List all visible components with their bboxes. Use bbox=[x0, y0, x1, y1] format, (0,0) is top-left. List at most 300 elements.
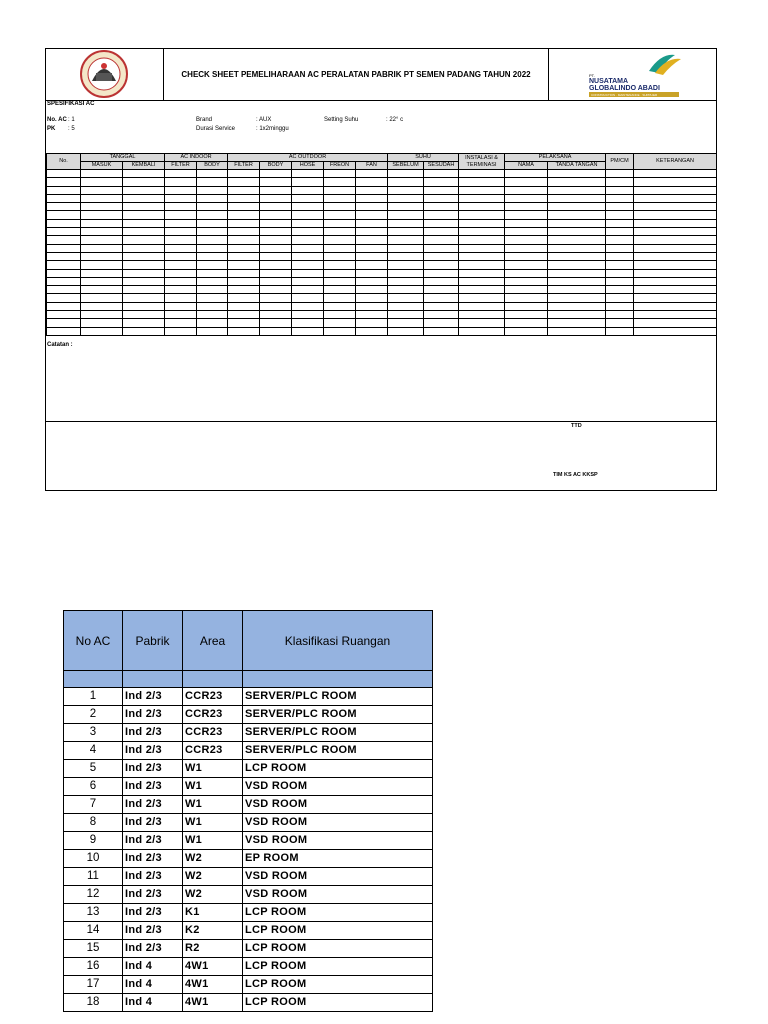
grid-cell bbox=[388, 203, 424, 211]
grid-row bbox=[47, 294, 717, 302]
grid-cell bbox=[505, 236, 548, 244]
grid-cell bbox=[324, 327, 356, 335]
grid-cell bbox=[459, 170, 505, 178]
grid-cell bbox=[165, 252, 197, 260]
grid-cell bbox=[292, 228, 324, 236]
grid-cell bbox=[548, 186, 606, 194]
grid-cell bbox=[123, 211, 165, 219]
cell-pabrik: Ind 2/3 bbox=[123, 724, 183, 742]
grid-cell bbox=[292, 252, 324, 260]
grid-cell bbox=[292, 319, 324, 327]
grid-cell bbox=[260, 211, 292, 219]
grid-cell bbox=[228, 244, 260, 252]
grid-row bbox=[47, 228, 717, 236]
grid-cell bbox=[123, 286, 165, 294]
grid-cell bbox=[292, 236, 324, 244]
grid-cell bbox=[197, 228, 228, 236]
grid-cell bbox=[356, 170, 388, 178]
grid-cell bbox=[424, 319, 459, 327]
grid-cell bbox=[424, 186, 459, 194]
spec-durasi: Durasi Service bbox=[196, 126, 236, 132]
grid-cell bbox=[81, 302, 123, 310]
grid-cell bbox=[260, 203, 292, 211]
cell-pabrik: Ind 2/3 bbox=[123, 922, 183, 940]
spec-pk: PK bbox=[47, 126, 56, 132]
grid-cell bbox=[606, 252, 634, 260]
grid-cell bbox=[123, 178, 165, 186]
grid-cell bbox=[388, 244, 424, 252]
table-row bbox=[64, 850, 433, 868]
cell-no-ac: 1 bbox=[64, 688, 123, 706]
grid-cell bbox=[260, 244, 292, 252]
grid-cell bbox=[356, 178, 388, 186]
grid-cell bbox=[123, 203, 165, 211]
grid-cell bbox=[197, 319, 228, 327]
grid-cell bbox=[324, 311, 356, 319]
table-row bbox=[64, 706, 433, 724]
grid-cell bbox=[548, 302, 606, 310]
col-nama: NAMA bbox=[505, 162, 548, 170]
grid-row bbox=[47, 178, 717, 186]
cell-pabrik: Ind 2/3 bbox=[123, 886, 183, 904]
table-row bbox=[64, 724, 433, 742]
cell-area: 4W1 bbox=[183, 994, 243, 1012]
grid-cell bbox=[459, 236, 505, 244]
cell-area: W2 bbox=[183, 886, 243, 904]
grid-cell bbox=[47, 186, 81, 194]
table-row bbox=[64, 904, 433, 922]
cell-pabrik: Ind 4 bbox=[123, 994, 183, 1012]
grid-cell bbox=[165, 327, 197, 335]
cell-no-ac: 2 bbox=[64, 706, 123, 724]
grid-cell bbox=[81, 203, 123, 211]
col-indoor-body: BODY bbox=[197, 162, 228, 170]
ttd-label: TTD bbox=[571, 423, 582, 429]
grid-cell bbox=[424, 236, 459, 244]
grid-cell bbox=[228, 178, 260, 186]
grid-cell bbox=[548, 319, 606, 327]
col-pmcm: PM/CM bbox=[606, 154, 634, 170]
grid-cell bbox=[424, 277, 459, 285]
nusatama-logo bbox=[549, 49, 716, 100]
cell-no-ac: 17 bbox=[64, 976, 123, 994]
grid-cell bbox=[292, 277, 324, 285]
grid-cell bbox=[292, 170, 324, 178]
col-hose: HOSE bbox=[292, 162, 324, 170]
cell-klasifikasi: VSD ROOM bbox=[243, 886, 433, 904]
grid-cell bbox=[324, 319, 356, 327]
col-fan: FAN bbox=[356, 162, 388, 170]
col-pelaksana: PELAKSANA bbox=[505, 154, 606, 162]
spec-pk-value: : 5 bbox=[68, 126, 75, 132]
grid-cell bbox=[388, 286, 424, 294]
grid-row bbox=[47, 327, 717, 335]
grid-cell bbox=[459, 244, 505, 252]
grid-cell bbox=[388, 170, 424, 178]
grid-cell bbox=[123, 311, 165, 319]
table-row bbox=[64, 688, 433, 706]
cell-area: W1 bbox=[183, 814, 243, 832]
grid-cell bbox=[47, 211, 81, 219]
grid-cell bbox=[260, 327, 292, 335]
grid-cell bbox=[548, 228, 606, 236]
cell-klasifikasi: SERVER/PLC ROOM bbox=[243, 742, 433, 760]
cell-klasifikasi: LCP ROOM bbox=[243, 904, 433, 922]
grid-cell bbox=[81, 186, 123, 194]
grid-cell bbox=[388, 261, 424, 269]
cell-pabrik: Ind 2/3 bbox=[123, 868, 183, 886]
grid-cell bbox=[459, 269, 505, 277]
grid-cell bbox=[634, 170, 717, 178]
cell-area: K1 bbox=[183, 904, 243, 922]
col-keterangan: KETERANGAN bbox=[634, 154, 717, 170]
spec-brand-value: : AUX bbox=[256, 117, 272, 123]
grid-cell bbox=[356, 186, 388, 194]
grid-cell bbox=[356, 277, 388, 285]
cell-klasifikasi: LCP ROOM bbox=[243, 760, 433, 778]
grid-cell bbox=[47, 236, 81, 244]
grid-row bbox=[47, 286, 717, 294]
table-row bbox=[64, 994, 433, 1012]
grid-cell bbox=[47, 244, 81, 252]
grid-cell bbox=[388, 178, 424, 186]
grid-cell bbox=[388, 211, 424, 219]
grid-cell bbox=[324, 178, 356, 186]
grid-cell bbox=[548, 311, 606, 319]
grid-cell bbox=[548, 269, 606, 277]
grid-cell bbox=[606, 269, 634, 277]
col-sebelum: SEBELUM bbox=[388, 162, 424, 170]
grid-cell bbox=[459, 302, 505, 310]
grid-cell bbox=[165, 277, 197, 285]
grid-cell bbox=[292, 269, 324, 277]
cell-pabrik: Ind 2/3 bbox=[123, 904, 183, 922]
grid-cell bbox=[424, 261, 459, 269]
grid-cell bbox=[634, 319, 717, 327]
grid-cell bbox=[606, 286, 634, 294]
grid-cell bbox=[165, 186, 197, 194]
grid-cell bbox=[324, 211, 356, 219]
grid-cell bbox=[165, 261, 197, 269]
grid-cell bbox=[459, 294, 505, 302]
grid-cell bbox=[123, 170, 165, 178]
grid-cell bbox=[228, 311, 260, 319]
grid-cell bbox=[292, 219, 324, 227]
svg-text:GLOBALINDO ABADI: GLOBALINDO ABADI bbox=[589, 85, 660, 92]
semen-padang-logo bbox=[46, 49, 164, 100]
grid-cell bbox=[197, 294, 228, 302]
cell-no-ac: 11 bbox=[64, 868, 123, 886]
grid-cell bbox=[292, 194, 324, 202]
spec-no-ac: No. AC bbox=[47, 117, 67, 123]
grid-cell bbox=[459, 252, 505, 260]
cell-klasifikasi: LCP ROOM bbox=[243, 958, 433, 976]
grid-cell bbox=[606, 244, 634, 252]
grid-cell bbox=[424, 178, 459, 186]
table-row bbox=[64, 886, 433, 904]
team-label: TIM KS AC KKSP bbox=[553, 472, 598, 478]
grid-cell bbox=[197, 244, 228, 252]
grid-cell bbox=[197, 170, 228, 178]
grid-cell bbox=[388, 311, 424, 319]
grid-cell bbox=[260, 294, 292, 302]
table-row bbox=[64, 976, 433, 994]
grid-cell bbox=[228, 203, 260, 211]
spec-no-ac-value: : 1 bbox=[68, 117, 75, 123]
grid-cell bbox=[324, 277, 356, 285]
col-kembali: KEMBALI bbox=[123, 162, 165, 170]
grid-cell bbox=[548, 244, 606, 252]
grid-cell bbox=[356, 236, 388, 244]
cell-area: CCR23 bbox=[183, 724, 243, 742]
grid-cell bbox=[505, 219, 548, 227]
grid-cell bbox=[197, 178, 228, 186]
grid-cell bbox=[324, 170, 356, 178]
svg-text:CONSTRUCTION · MAINTENANCE · S: CONSTRUCTION · MAINTENANCE · SUPPLIER bbox=[591, 93, 658, 97]
grid-cell bbox=[459, 261, 505, 269]
cell-no-ac: 15 bbox=[64, 940, 123, 958]
grid-cell bbox=[81, 311, 123, 319]
grid-cell bbox=[356, 211, 388, 219]
grid-cell bbox=[260, 269, 292, 277]
cell-pabrik: Ind 2/3 bbox=[123, 706, 183, 724]
grid-cell bbox=[165, 244, 197, 252]
grid-cell bbox=[606, 170, 634, 178]
cell-klasifikasi: LCP ROOM bbox=[243, 922, 433, 940]
grid-cell bbox=[388, 327, 424, 335]
grid-cell bbox=[424, 203, 459, 211]
grid-cell bbox=[165, 286, 197, 294]
cell-no-ac: 3 bbox=[64, 724, 123, 742]
grid-cell bbox=[292, 302, 324, 310]
cell-area: CCR23 bbox=[183, 706, 243, 724]
cell-no-ac: 14 bbox=[64, 922, 123, 940]
grid-cell bbox=[634, 311, 717, 319]
spec-suhu: Setting Suhu bbox=[324, 117, 359, 123]
grid-cell bbox=[47, 228, 81, 236]
grid-row bbox=[47, 170, 717, 178]
cell-klasifikasi: VSD ROOM bbox=[243, 778, 433, 796]
grid-cell bbox=[634, 219, 717, 227]
cell-pabrik: Ind 4 bbox=[123, 976, 183, 994]
grid-cell bbox=[606, 178, 634, 186]
spec-brand: Brand bbox=[196, 117, 213, 123]
grid-cell bbox=[197, 211, 228, 219]
table-row bbox=[64, 922, 433, 940]
grid-cell bbox=[228, 277, 260, 285]
grid-cell bbox=[260, 228, 292, 236]
table-row bbox=[64, 742, 433, 760]
cell-pabrik: Ind 2/3 bbox=[123, 850, 183, 868]
grid-cell bbox=[324, 244, 356, 252]
col-tanggal: TANGGAL bbox=[81, 154, 165, 162]
cell-klasifikasi: VSD ROOM bbox=[243, 832, 433, 850]
cell-area: W1 bbox=[183, 778, 243, 796]
grid-cell bbox=[356, 252, 388, 260]
grid-cell bbox=[634, 286, 717, 294]
grid-cell bbox=[505, 244, 548, 252]
grid-cell bbox=[324, 302, 356, 310]
grid-cell bbox=[505, 311, 548, 319]
cell-area: W1 bbox=[183, 832, 243, 850]
grid-cell bbox=[228, 236, 260, 244]
grid-cell bbox=[388, 236, 424, 244]
grid-cell bbox=[505, 203, 548, 211]
grid-row bbox=[47, 252, 717, 260]
grid-cell bbox=[197, 203, 228, 211]
table-row bbox=[64, 814, 433, 832]
grid-cell bbox=[424, 228, 459, 236]
cell-pabrik: Ind 2/3 bbox=[123, 760, 183, 778]
grid-cell bbox=[634, 211, 717, 219]
grid-cell bbox=[260, 302, 292, 310]
col-sesudah: SESUDAH bbox=[424, 162, 459, 170]
cell-area: CCR23 bbox=[183, 742, 243, 760]
grid-cell bbox=[634, 236, 717, 244]
grid-cell bbox=[123, 228, 165, 236]
grid-cell bbox=[81, 319, 123, 327]
grid-cell bbox=[165, 219, 197, 227]
header-no-ac: No AC bbox=[64, 611, 123, 671]
col-ac-indoor: AC INDOOR bbox=[165, 154, 228, 162]
grid-cell bbox=[388, 269, 424, 277]
cell-area: W2 bbox=[183, 868, 243, 886]
cell-area: W1 bbox=[183, 760, 243, 778]
grid-cell bbox=[505, 252, 548, 260]
grid-cell bbox=[47, 194, 81, 202]
grid-cell bbox=[424, 294, 459, 302]
grid-cell bbox=[81, 252, 123, 260]
table-row bbox=[64, 760, 433, 778]
grid-cell bbox=[634, 203, 717, 211]
grid-cell bbox=[505, 261, 548, 269]
cell-pabrik: Ind 2/3 bbox=[123, 832, 183, 850]
grid-cell bbox=[324, 228, 356, 236]
grid-cell bbox=[81, 236, 123, 244]
grid-cell bbox=[424, 244, 459, 252]
grid-cell bbox=[197, 261, 228, 269]
grid-cell bbox=[388, 294, 424, 302]
grid-cell bbox=[606, 261, 634, 269]
grid-cell bbox=[606, 203, 634, 211]
grid-cell bbox=[47, 252, 81, 260]
grid-cell bbox=[197, 194, 228, 202]
grid-cell bbox=[165, 228, 197, 236]
grid-row bbox=[47, 236, 717, 244]
grid-cell bbox=[228, 211, 260, 219]
grid-cell bbox=[505, 327, 548, 335]
spec-durasi-value: : 1x2minggu bbox=[256, 126, 289, 132]
cell-pabrik: Ind 2/3 bbox=[123, 814, 183, 832]
grid-cell bbox=[356, 302, 388, 310]
grid-cell bbox=[260, 286, 292, 294]
grid-cell bbox=[123, 294, 165, 302]
grid-cell bbox=[47, 277, 81, 285]
grid-cell bbox=[388, 319, 424, 327]
cell-pabrik: Ind 2/3 bbox=[123, 688, 183, 706]
grid-cell bbox=[292, 244, 324, 252]
grid-cell bbox=[634, 186, 717, 194]
col-tanda-tangan: TANDA TANGAN bbox=[548, 162, 606, 170]
cell-klasifikasi: LCP ROOM bbox=[243, 976, 433, 994]
grid-cell bbox=[260, 277, 292, 285]
header-pabrik: Pabrik bbox=[123, 611, 183, 671]
grid-cell bbox=[634, 327, 717, 335]
cell-area: 4W1 bbox=[183, 958, 243, 976]
cell-area: W2 bbox=[183, 850, 243, 868]
grid-cell bbox=[459, 194, 505, 202]
grid-cell bbox=[424, 269, 459, 277]
grid-cell bbox=[197, 219, 228, 227]
grid-cell bbox=[424, 252, 459, 260]
grid-cell bbox=[634, 178, 717, 186]
blank-cell bbox=[243, 671, 433, 688]
cell-no-ac: 9 bbox=[64, 832, 123, 850]
grid-cell bbox=[292, 203, 324, 211]
grid-cell bbox=[228, 252, 260, 260]
grid-cell bbox=[260, 186, 292, 194]
grid-cell bbox=[634, 302, 717, 310]
grid-cell bbox=[123, 186, 165, 194]
grid-cell bbox=[47, 286, 81, 294]
grid-cell bbox=[228, 286, 260, 294]
grid-cell bbox=[634, 194, 717, 202]
grid-cell bbox=[197, 236, 228, 244]
grid-cell bbox=[424, 194, 459, 202]
grid-cell bbox=[424, 327, 459, 335]
spec-suhu-value: : 22° c bbox=[386, 117, 404, 123]
grid-cell bbox=[606, 211, 634, 219]
cell-no-ac: 5 bbox=[64, 760, 123, 778]
cell-pabrik: Ind 2/3 bbox=[123, 778, 183, 796]
grid-row bbox=[47, 261, 717, 269]
svg-text:PT.: PT. bbox=[589, 73, 595, 78]
svg-text:NUSATAMA: NUSATAMA bbox=[589, 78, 629, 85]
grid-cell bbox=[459, 178, 505, 186]
blank-cell bbox=[64, 671, 123, 688]
cell-klasifikasi: VSD ROOM bbox=[243, 796, 433, 814]
cell-area: K2 bbox=[183, 922, 243, 940]
grid-cell bbox=[388, 186, 424, 194]
grid-cell bbox=[548, 236, 606, 244]
grid-cell bbox=[634, 294, 717, 302]
grid-cell bbox=[260, 319, 292, 327]
grid-cell bbox=[459, 211, 505, 219]
col-no: No. bbox=[47, 154, 81, 170]
grid-cell bbox=[505, 286, 548, 294]
cell-area: CCR23 bbox=[183, 688, 243, 706]
grid-cell bbox=[459, 186, 505, 194]
grid-cell bbox=[505, 269, 548, 277]
grid-cell bbox=[324, 286, 356, 294]
table-row bbox=[64, 832, 433, 850]
table-row bbox=[64, 940, 433, 958]
header-klasifikasi: Klasifikasi Ruangan bbox=[243, 611, 433, 671]
grid-cell bbox=[606, 219, 634, 227]
grid-cell bbox=[292, 186, 324, 194]
grid-cell bbox=[634, 228, 717, 236]
grid-cell bbox=[356, 244, 388, 252]
grid-cell bbox=[47, 261, 81, 269]
grid-cell bbox=[459, 327, 505, 335]
grid-cell bbox=[123, 252, 165, 260]
col-outdoor-body: BODY bbox=[260, 162, 292, 170]
cell-klasifikasi: VSD ROOM bbox=[243, 868, 433, 886]
grid-cell bbox=[424, 311, 459, 319]
header-area: Area bbox=[183, 611, 243, 671]
grid-cell bbox=[356, 319, 388, 327]
maintenance-grid bbox=[46, 153, 717, 336]
